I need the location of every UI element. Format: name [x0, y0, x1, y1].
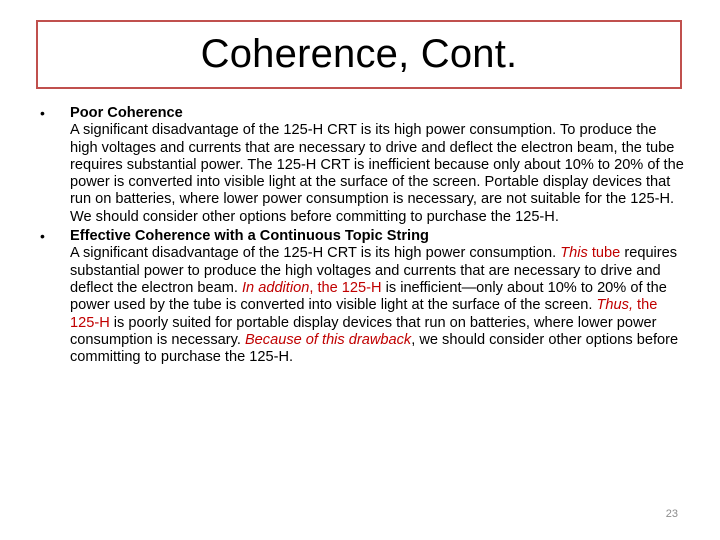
topic-string-highlight: Thus,	[596, 297, 633, 314]
text-segment: requires substantial power to produce the high voltages and currents that are necessary to drive and deflect the electron beam.	[70, 245, 678, 296]
bullet-heading: Poor Coherence	[70, 105, 183, 121]
text-segment: is inefficient—only about 10% to 20% of the power used by the tube is converted into visible light at the surface of the screen.	[70, 279, 667, 314]
text-segment: A significant disadvantage of the 125-H CRT is its high power consumption.	[70, 245, 561, 262]
bullet-marker: •	[40, 228, 45, 245]
topic-string-highlight: This	[560, 245, 588, 262]
slide-title: Coherence, Cont.	[200, 31, 518, 76]
page-number: 23	[665, 508, 678, 520]
title-box	[36, 20, 682, 89]
slide-body	[36, 105, 686, 366]
text-segment: , we should consider other options before committing to purchase the 125-H.	[70, 331, 679, 366]
topic-string-highlight: the 125-H	[70, 297, 658, 331]
bullet-text: A significant disadvantage of the 125-H CRT is its high power consumption. To produce the high voltages and currents that are necessary to drive and deflect the electron beam, the tube requires substantial power. The 125-H CRT is inefficient because only about 10% to 20% of the power is converted into visible light at the surface of the screen. Portable display devices that run on batteries, where lower power consumption is necessary, are not suitable for the 125-H. We should consider other options before committing to purchase the 125-H.	[70, 122, 684, 225]
topic-string-highlight: In addition	[241, 279, 310, 296]
bullet-poor-coherence	[36, 105, 686, 226]
bullet-effective-coherence	[36, 228, 686, 366]
bullet-text	[70, 245, 678, 365]
bullet-heading: Effective Coherence with a Continuous Topic String	[70, 228, 429, 245]
topic-string-highlight: , the 125-H	[309, 279, 382, 296]
topic-string-highlight: tube	[587, 245, 621, 262]
text-segment: is poorly suited for portable display devices that run on batteries, where lower power consumption is necessary.	[70, 314, 657, 348]
bullet-marker: •	[40, 105, 45, 121]
topic-string-highlight: Because of this drawback	[244, 331, 412, 348]
